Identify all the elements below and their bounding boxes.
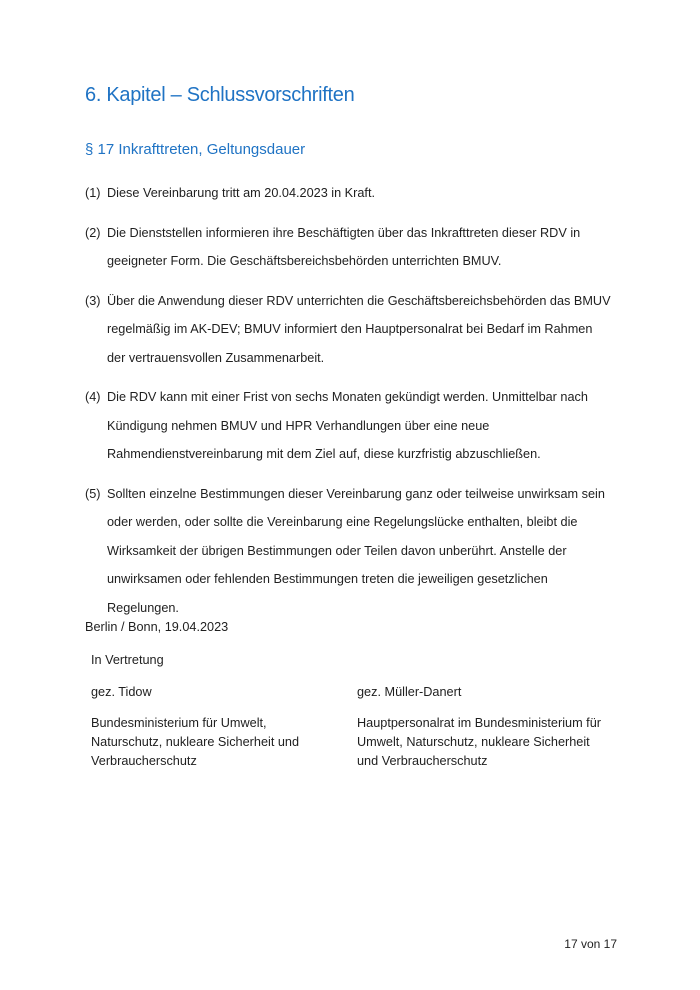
clause-text-line: Die Dienststellen informieren ihre Beschäftigten über das Inkrafttreten dieser RDV in xyxy=(107,225,581,240)
clause-text-line: Wirksamkeit der übrigen Bestimmungen oder Teilen davon unberührt. Anstelle der xyxy=(107,543,567,558)
clause-number: (4) xyxy=(85,390,101,404)
org-line: Hauptpersonalrat im Bundesministerium für xyxy=(357,716,601,730)
clause-text-line: Kündigung nehmen BMUV und HPR Verhandlungen über eine neue xyxy=(107,418,490,433)
clause-1 xyxy=(85,179,645,208)
clause-2 xyxy=(85,219,645,276)
signature-right-signer: gez. Müller-Danert xyxy=(357,685,462,699)
clause-3 xyxy=(85,287,645,373)
page-number: 17 von 17 xyxy=(564,937,617,951)
clause-text-line: regelmäßig im AK-DEV; BMUV informiert den Hauptpersonalrat bei Bedarf im Rahmen xyxy=(107,322,593,336)
clause-number: (2) xyxy=(85,225,101,240)
clause-text xyxy=(107,480,645,623)
clause-text-line: oder werden, oder sollte die Vereinbarung eine Regelungslücke enthalten, bleibt die xyxy=(107,515,578,529)
clause-text-line: Rahmendienstvereinbarung mit dem Ziel auf, diese kurzfristig abzuschließen. xyxy=(107,447,541,461)
place-date-line: Berlin / Bonn, 19.04.2023 xyxy=(85,620,229,634)
clause-text-line: unwirksamen oder fehlenden Bestimmungen treten die jeweiligen gesetzlichen xyxy=(107,572,548,586)
clause-text-line: Sollten einzelne Bestimmungen dieser Vereinbarung ganz oder teilweise unwirksam sein xyxy=(107,486,605,501)
clause-number: (3) xyxy=(85,293,101,308)
chapter-heading: 6. Kapitel – Schlussvorschriften xyxy=(85,84,355,106)
clause-5 xyxy=(85,480,645,623)
clause-text-line: Die RDV kann mit einer Frist von sechs Monaten gekündigt werden. Unmittelbar nach xyxy=(107,390,588,404)
clause-text xyxy=(107,179,645,208)
org-line: Naturschutz, nukleare Sicherheit und xyxy=(91,735,300,749)
clause-text xyxy=(107,287,645,373)
clause-text-line: Diese Vereinbarung tritt am 20.04.2023 in Kraft. xyxy=(107,186,376,200)
clause-list xyxy=(85,179,645,633)
signature-left-organization xyxy=(91,714,346,771)
org-line: und Verbraucherschutz xyxy=(357,754,488,768)
clause-text xyxy=(107,383,645,469)
clause-text-line: geeigneter Form. Die Geschäftsbereichsbehörden unterrichten BMUV. xyxy=(107,254,502,268)
signature-left-signer: gez. Tidow xyxy=(91,685,152,699)
clause-4 xyxy=(85,383,645,469)
org-line: Bundesministerium für Umwelt, xyxy=(91,716,267,730)
clause-text xyxy=(107,219,645,276)
signature-right-organization xyxy=(357,714,622,771)
clause-text-line: Über die Anwendung dieser RDV unterrichten die Geschäftsbereichsbehörden das BMUV xyxy=(107,293,611,308)
org-line: Verbraucherschutz xyxy=(91,754,197,768)
org-line: Umwelt, Naturschutz, nukleare Sicherheit xyxy=(357,735,590,749)
in-vertretung-label: In Vertretung xyxy=(91,653,164,667)
clause-text-line: Regelungen. xyxy=(107,600,179,615)
clause-number: (1) xyxy=(85,186,101,200)
section-heading: § 17 Inkrafttreten, Geltungsdauer xyxy=(85,141,306,158)
clause-text-line: der vertrauensvollen Zusammenarbeit. xyxy=(107,350,325,365)
clause-number: (5) xyxy=(85,486,101,501)
